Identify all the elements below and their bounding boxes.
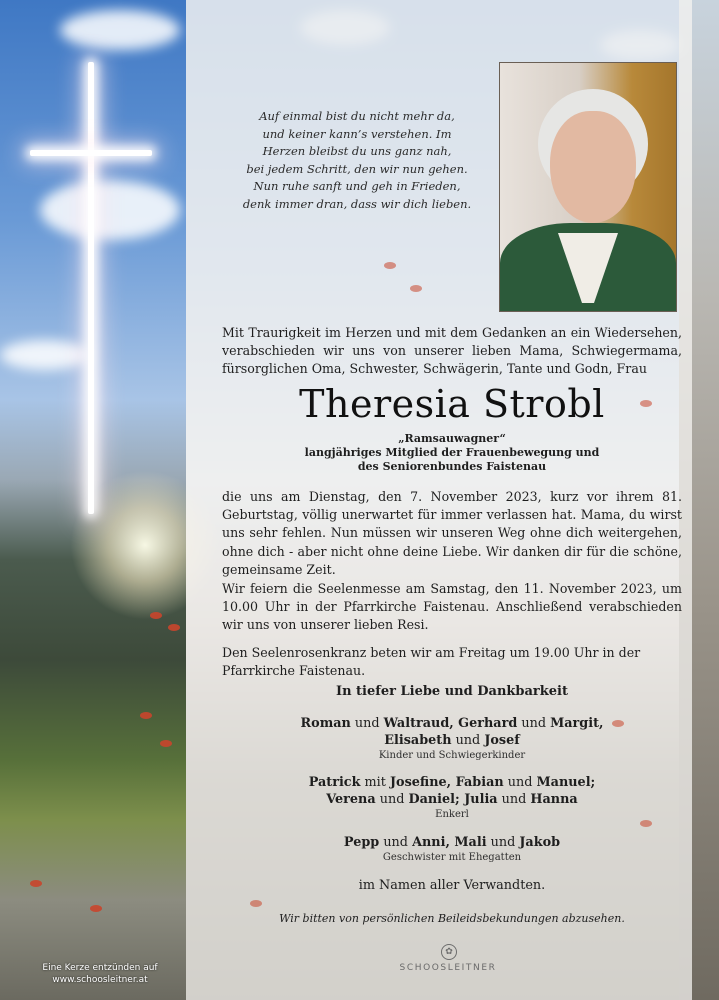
relation-label: Enkerl <box>435 809 469 820</box>
mourner-name: Daniel; Julia <box>408 792 498 807</box>
poem-line: bei jedem Schritt, den wir nun gehen. <box>246 161 468 176</box>
deceased-details <box>222 432 682 474</box>
mourner-group-children <box>222 715 682 762</box>
connector: und <box>375 792 409 807</box>
relation-label: Kinder und Schwiegerkinder <box>378 750 526 761</box>
poem-line: Herzen bleibst du uns ganz nah, <box>262 144 452 158</box>
poem-line: und keiner kann’s verstehen. Im <box>262 126 452 141</box>
mourner-name: Anni, Mali <box>412 835 487 850</box>
poem <box>226 108 488 213</box>
nickname: „Ramsauwagner“ <box>398 432 506 445</box>
connector: und <box>379 835 413 850</box>
cloud <box>40 180 180 240</box>
portrait-photo <box>499 62 677 312</box>
leaf <box>168 624 180 631</box>
relation-label: Geschwister mit Ehegatten <box>382 852 522 863</box>
leaf <box>250 900 262 907</box>
leaf <box>640 820 652 827</box>
mourner-group-siblings <box>222 834 682 864</box>
connector: und <box>486 835 520 850</box>
connector: und <box>497 792 531 807</box>
cross-icon <box>88 62 94 514</box>
mourner-name: Josef <box>484 733 520 748</box>
intro-text: Mit Traurigkeit im Herzen und mit dem Gedanken an ein Wiedersehen, verabschieden wir uns von unserer lieben Mama, Schwiegermama, fürsorglichen Oma, Schwester, Schwägerin, Tante und Godn, Frau <box>222 325 682 377</box>
connector: und <box>503 775 537 790</box>
connector: und <box>451 733 485 748</box>
mourner-name: Elisabeth <box>384 733 452 748</box>
membership-line: des Seniorenbundes Faistenau <box>357 460 547 473</box>
rose-emblem-icon: ✿ <box>441 944 457 960</box>
leaf <box>410 285 422 292</box>
leaf <box>140 712 152 719</box>
candle-link-url: www.schoosleitner.at <box>52 975 148 985</box>
mourner-group-grandchildren <box>222 774 682 821</box>
rosary-paragraph: Den Seelenrosenkranz beten wir am Freitag um 19.00 Uhr in der Pfarrkirche Faistenau. <box>222 645 641 679</box>
mourner-name: Pepp <box>343 835 380 850</box>
mourner-name: Verena <box>326 792 376 807</box>
death-paragraph: die uns am Dienstag, den 7. November 2023, kurz vor ihrem 81. Geburtstag, völlig unerwartet für immer verlassen hat. Mama, du wirst uns sehr fehlen. Nun müssen wir unseren Weg ohne dich weitergehen, ohne dich - aber nicht ohne deine Liebe. Wir danken dir für die schöne, gemeinsame Zeit. <box>222 489 682 577</box>
mourner-name: Hanna <box>530 792 578 807</box>
leaf <box>30 880 42 887</box>
candle-link[interactable] <box>20 962 180 986</box>
poem-line: denk immer dran, dass wir dich lieben. <box>242 196 472 211</box>
mourners-heading: In tiefer Liebe und Dankbarkeit <box>335 684 568 699</box>
leaf <box>160 740 172 747</box>
connector: und <box>350 716 384 731</box>
leaf <box>150 612 162 619</box>
cloud <box>0 340 90 370</box>
poem-line: Nun ruhe sanft und geh in Frieden, <box>253 179 461 193</box>
mourner-name: Waltraud, Gerhard <box>383 716 518 731</box>
poem-line: Auf einmal bist du nicht mehr da, <box>259 109 455 123</box>
mourner-name: Patrick <box>308 775 361 790</box>
mourner-name: Roman <box>300 716 351 731</box>
connector: mit <box>360 775 390 790</box>
connector: und <box>517 716 551 731</box>
all-relatives-line: im Namen aller Verwandten. <box>358 878 546 893</box>
portrait-face <box>550 111 636 223</box>
leaf <box>90 905 102 912</box>
leaf <box>384 262 396 269</box>
funeral-home-logo: SCHOOSLEITNER <box>399 963 497 973</box>
cloud <box>60 10 180 50</box>
mourner-name: Margit, <box>550 716 604 731</box>
membership-line: langjähriges Mitglied der Frauenbewegung und <box>304 446 600 459</box>
mourner-name: Josefine, Fabian <box>389 775 504 790</box>
deceased-name: Theresia Strobl <box>299 382 605 426</box>
mass-paragraph: Wir feiern die Seelenmesse am Samstag, den 11. November 2023, um 10.00 Uhr in der Pfarrkirche Faistenau. Anschließend verabschieden wir uns von unserer lieben Resi. <box>222 581 682 633</box>
cross-icon-bar <box>30 150 152 156</box>
candle-link-text: Eine Kerze entzünden auf <box>42 963 158 973</box>
condolence-note: Wir bitten von persönlichen Beileidsbekundungen abzusehen. <box>279 912 625 925</box>
mourner-name: Jakob <box>519 835 561 850</box>
mourner-name: Manuel; <box>536 775 596 790</box>
